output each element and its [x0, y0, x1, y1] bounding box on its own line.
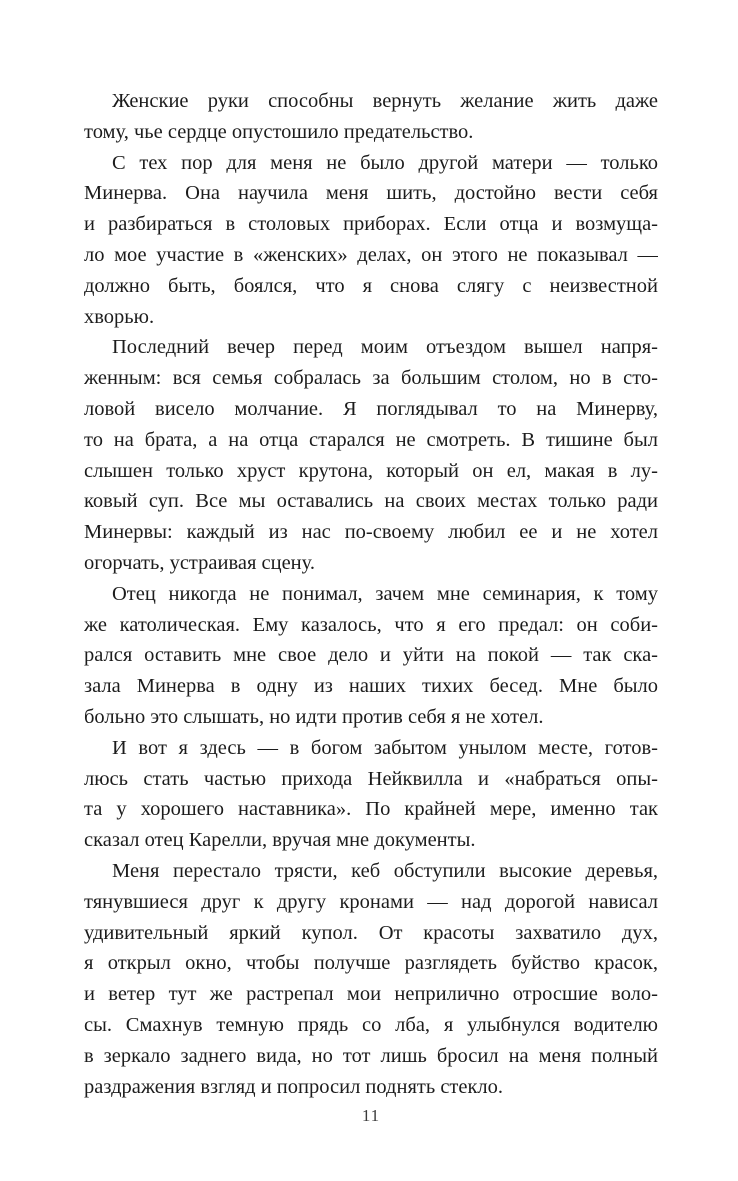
- text-line: и разбираться в столовых приборах. Если отца и возмуща-: [84, 213, 658, 236]
- text-line: рался оставить мне свое дело и уйти на покой — так ска-: [84, 644, 658, 667]
- text-line: сказал отец Карелли, вручая мне документы.: [84, 829, 476, 852]
- page-text: [84, 86, 658, 1102]
- text-line: удивительный яркий купол. От красоты захватило дух,: [84, 921, 658, 944]
- text-line: слышен только хруст крутона, который он ел, макая в лу-: [84, 459, 658, 482]
- text-line: сы. Смахнув темную прядь со лба, я улыбнулся водителю: [84, 1013, 658, 1036]
- text-line: люсь стать частью прихода Нейквилла и «набраться опы-: [84, 767, 658, 790]
- text-line: И вот я здесь — в богом забытом унылом месте, готов-: [112, 736, 658, 759]
- text-line: раздражения взгляд и попросил поднять стекло.: [84, 1075, 504, 1098]
- text-line: Женские руки способны вернуть желание жить даже: [112, 90, 658, 112]
- text-line: больно это слышать, но идти против себя я не хотел.: [84, 705, 544, 728]
- text-line: Минервы: каждый из нас по-своему любил ее и не хотел: [84, 521, 658, 544]
- text-line: Отец никогда не понимал, зачем мне семинария, к тому: [112, 582, 658, 605]
- paragraph: [84, 733, 658, 856]
- text-line: то на брата, а на отца старался не смотреть. В тишине был: [84, 428, 658, 451]
- text-line: С тех пор для меня не было другой матери — только: [112, 151, 658, 174]
- text-line: же католическая. Ему казалось, что я его предал: он соби-: [84, 613, 658, 636]
- text-line: и ветер тут же растрепал мои неприлично отросшие воло-: [84, 983, 658, 1006]
- paragraph: [84, 332, 658, 578]
- text-line: в зеркало заднего вида, но тот лишь бросил на меня полный: [84, 1044, 658, 1067]
- text-line: должно быть, боялся, что я снова слягу с неизвестной: [84, 274, 658, 297]
- paragraph: [84, 856, 658, 1102]
- text-line: хворью.: [84, 305, 155, 328]
- text-line: ло мое участие в «женских» делах, он этого не показывал —: [84, 243, 658, 266]
- text-line: зала Минерва в одну из наших тихих бесед. Мне было: [84, 675, 658, 698]
- text-line: ловой висело молчание. Я поглядывал то на Минерву,: [84, 397, 658, 420]
- text-line: тянувшиеся друг к другу кронами — над дорогой нависал: [84, 890, 658, 913]
- text-line: женным: вся семья собралась за большим столом, но в сто-: [84, 367, 658, 390]
- text-line: Меня перестало трясти, кеб обступили высокие деревья,: [112, 859, 658, 882]
- text-line: я открыл окно, чтобы получше разглядеть буйство красок,: [84, 952, 658, 975]
- paragraph: [84, 579, 658, 733]
- text-line: тому, чье сердце опустошило предательство.: [84, 120, 474, 143]
- text-line: огорчать, устраивая сцену.: [84, 551, 315, 574]
- text-line: Последний вечер перед моим отъездом вышел напря-: [112, 336, 658, 359]
- paragraph: [84, 86, 658, 148]
- paragraph: [84, 148, 658, 333]
- page-number: 11: [361, 1106, 381, 1125]
- text-line: ковый суп. Все мы оставались на своих местах только ради: [84, 490, 658, 513]
- text-line: Минерва. Она научила меня шить, достойно вести себя: [84, 182, 658, 205]
- text-line: та у хорошего наставника». По крайней мере, именно так: [84, 798, 658, 821]
